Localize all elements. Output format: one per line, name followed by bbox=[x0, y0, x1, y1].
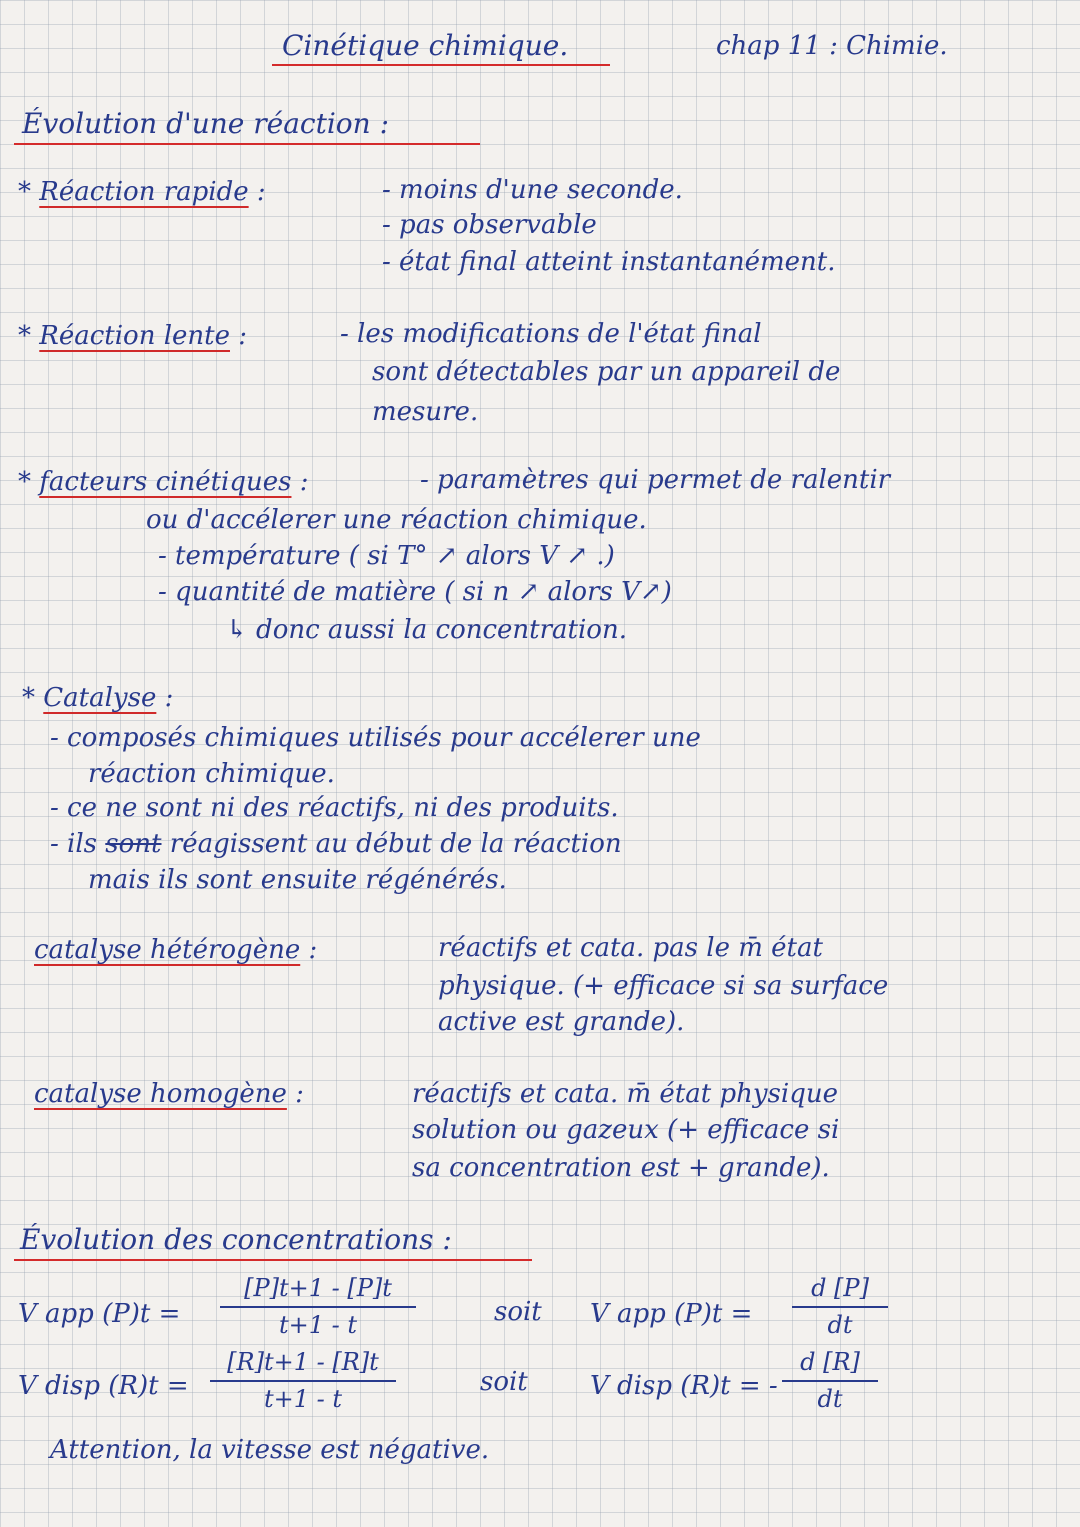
catalyse-line-1: - composés chimiques utilisés pour accélerer une bbox=[50, 723, 701, 753]
title-underline bbox=[272, 64, 610, 66]
facteurs-line-3: - température ( si T° ↗ alors V ↗ .) bbox=[158, 541, 615, 571]
bullet-catalyse: * Catalyse : bbox=[22, 683, 174, 713]
vdisp-derivative-fraction bbox=[782, 1344, 878, 1416]
rapide-point-1: - moins d'une seconde. bbox=[382, 175, 683, 205]
page-title: Cinétique chimique. bbox=[282, 29, 569, 62]
facteurs-line-1: - paramètres qui permet de ralentir bbox=[420, 465, 891, 495]
catalyse-homogene-label: catalyse homogène : bbox=[34, 1079, 304, 1109]
facteurs-line-4: - quantité de matière ( si n ↗ alors V↗) bbox=[158, 577, 672, 607]
facteurs-line-2: ou d'accélerer une réaction chimique. bbox=[146, 505, 647, 535]
lente-line-3: mesure. bbox=[372, 397, 479, 427]
catalyse-line-5: mais ils sont ensuite régénérés. bbox=[88, 865, 507, 895]
vdisp-right-label: V disp (R)t = - bbox=[590, 1371, 778, 1401]
heterogene-line-3: active est grande). bbox=[438, 1007, 685, 1037]
bullet-reaction-lente: * Réaction lente : bbox=[18, 321, 248, 351]
vapp-left-label: V app (P)t = bbox=[18, 1299, 181, 1329]
lente-line-1: - les modifications de l'état final bbox=[340, 319, 762, 349]
homogene-line-2: solution ou gazeux (+ efficace si bbox=[412, 1115, 840, 1145]
catalyse-line-4: - ils sont réagissent au début de la réaction bbox=[50, 829, 622, 859]
attention-note: Attention, la vitesse est négative. bbox=[50, 1435, 490, 1465]
vapp-denominator: t+1 - t bbox=[278, 1311, 358, 1339]
lente-line-2: sont détectables par un appareil de bbox=[372, 357, 841, 387]
vdisp-soit: soit bbox=[480, 1367, 528, 1397]
catalyse-line-3: - ce ne sont ni des réactifs, ni des produits. bbox=[50, 793, 619, 823]
section2-heading-underline bbox=[14, 1259, 532, 1261]
vapp-discrete-fraction bbox=[220, 1270, 416, 1342]
catalyse-line-2: réaction chimique. bbox=[88, 759, 335, 789]
vdisp-denominator: t+1 - t bbox=[263, 1385, 343, 1413]
catalyse-heterogene-label: catalyse hétérogène : bbox=[34, 935, 318, 965]
section-heading-evolution-reaction: Évolution d'une réaction : bbox=[22, 107, 390, 140]
homogene-line-1: réactifs et cata. m̄ état physique bbox=[412, 1079, 838, 1109]
vdisp-derivative-numerator: d [R] bbox=[782, 1344, 878, 1382]
vapp-derivative-denominator: dt bbox=[827, 1311, 853, 1339]
section-heading-evolution-concentrations: Évolution des concentrations : bbox=[20, 1223, 452, 1256]
section-heading-underline bbox=[14, 143, 480, 145]
heterogene-line-2: physique. (+ efficace si sa surface bbox=[438, 971, 889, 1001]
vdisp-numerator: [R]t+1 - [R]t bbox=[210, 1344, 396, 1382]
vapp-derivative-numerator: d [P] bbox=[792, 1270, 888, 1308]
rapide-point-3: - état final atteint instantanément. bbox=[382, 247, 836, 277]
chapter-label: chap 11 : Chimie. bbox=[716, 31, 948, 61]
vapp-numerator: [P]t+1 - [P]t bbox=[220, 1270, 416, 1308]
vapp-derivative-fraction bbox=[792, 1270, 888, 1342]
vdisp-left-label: V disp (R)t = bbox=[18, 1371, 189, 1401]
bullet-facteurs-cinetiques: * facteurs cinétiques : bbox=[18, 467, 309, 497]
vapp-right-label: V app (P)t = bbox=[590, 1299, 753, 1329]
vdisp-derivative-denominator: dt bbox=[817, 1385, 843, 1413]
homogene-line-3: sa concentration est + grande). bbox=[412, 1153, 830, 1183]
heterogene-line-1: réactifs et cata. pas le m̄ état bbox=[438, 933, 823, 963]
vdisp-discrete-fraction bbox=[210, 1344, 396, 1416]
facteurs-line-5: ↳ donc aussi la concentration. bbox=[226, 615, 627, 645]
vapp-soit: soit bbox=[494, 1297, 542, 1327]
rapide-point-2: - pas observable bbox=[382, 210, 597, 240]
bullet-reaction-rapide: * Réaction rapide : bbox=[18, 177, 266, 207]
